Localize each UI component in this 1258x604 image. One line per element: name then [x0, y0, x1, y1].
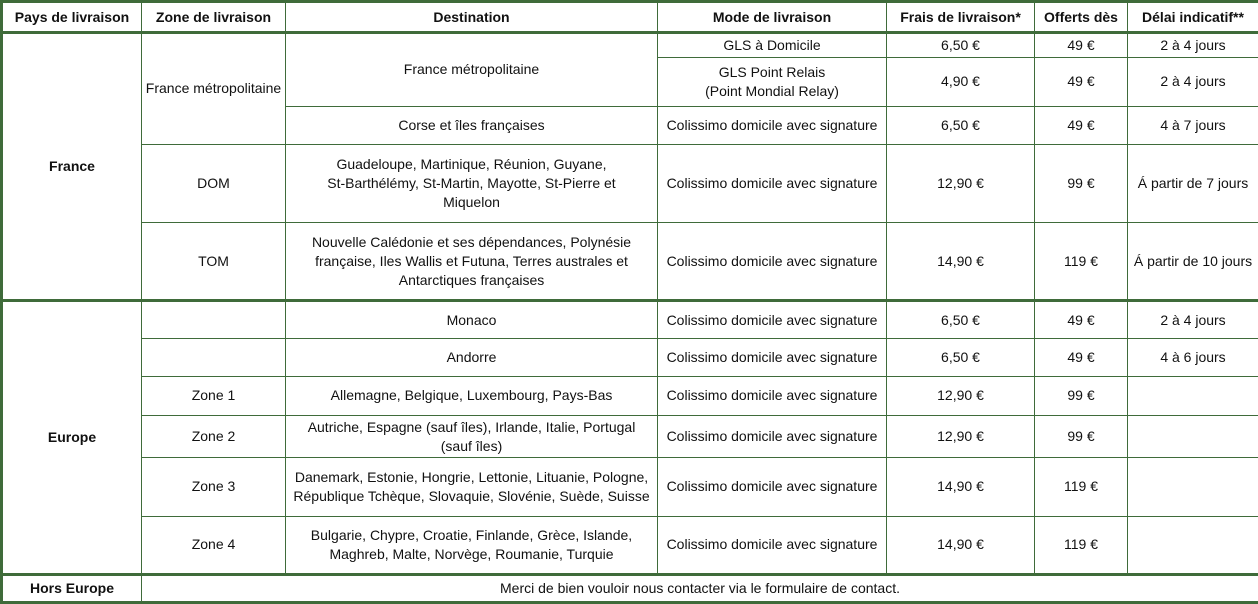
offerts-cell: 119 € [1035, 458, 1128, 516]
header-pays: Pays de livraison [2, 2, 142, 33]
destination-cell [286, 516, 658, 574]
mode-cell [658, 58, 887, 106]
destination-cell [286, 144, 658, 222]
destination-line: St-Barthélémy, St-Martin, Mayotte, St-Pierre et [327, 174, 616, 191]
table-row [2, 33, 1258, 58]
mode-cell: Colissimo domicile avec signature [658, 376, 887, 415]
mode-cell: Colissimo domicile avec signature [658, 458, 887, 516]
header-mode: Mode de livraison [658, 2, 887, 33]
frais-cell: 12,90 € [887, 144, 1035, 222]
table-row [2, 338, 1258, 376]
country-europe: Europe [2, 301, 142, 574]
zone-cell: Zone 2 [142, 416, 286, 458]
header-row [2, 2, 1258, 33]
zone-cell: Zone 4 [142, 516, 286, 574]
frais-cell: 6,50 € [887, 338, 1035, 376]
mode-cell: Colissimo domicile avec signature [658, 106, 887, 144]
mode-line: (Point Mondial Relay) [705, 82, 839, 99]
header-zone: Zone de livraison [142, 2, 286, 33]
destination-line: Antarctiques françaises [398, 271, 545, 288]
header-frais: Frais de livraison* [887, 2, 1035, 33]
table-row [2, 223, 1258, 301]
destination-line: Autriche, Espagne (sauf îles), Irlande, Italie, Portugal [307, 418, 636, 435]
zone-cell: DOM [142, 144, 286, 222]
mode-cell: Colissimo domicile avec signature [658, 516, 887, 574]
table-row [2, 301, 1258, 338]
offerts-cell: 99 € [1035, 416, 1128, 458]
mode-line: GLS Point Relais [718, 63, 826, 80]
mode-cell: Colissimo domicile avec signature [658, 223, 887, 301]
frais-cell: 14,90 € [887, 223, 1035, 301]
delai-cell [1128, 458, 1258, 516]
destination-line: Miquelon [443, 193, 500, 210]
offerts-cell: 119 € [1035, 516, 1128, 574]
zone-france-metropolitaine [142, 33, 286, 145]
destination-cell: Allemagne, Belgique, Luxembourg, Pays-Bas [286, 376, 658, 415]
mode-cell: GLS à Domicile [658, 33, 887, 58]
delai-cell: 4 à 6 jours [1128, 338, 1258, 376]
zone-cell: Zone 1 [142, 376, 286, 415]
header-delai: Délai indicatif** [1128, 2, 1258, 33]
destination-cell [286, 416, 658, 458]
delai-cell: Á partir de 10 jours [1128, 223, 1258, 301]
delai-cell: 2 à 4 jours [1128, 301, 1258, 338]
frais-cell: 12,90 € [887, 416, 1035, 458]
frais-cell: 12,90 € [887, 376, 1035, 415]
table-row [2, 144, 1258, 222]
destination-line: française, Iles Wallis et Futuna, Terres australes et [315, 252, 628, 269]
mode-cell: Colissimo domicile avec signature [658, 301, 887, 338]
header-offerts: Offerts dès [1035, 2, 1128, 33]
zone-cell [142, 301, 286, 338]
zone-cell [142, 338, 286, 376]
destination-line: Maghreb, Malte, Norvège, Roumanie, Turquie [329, 545, 614, 562]
destination-france-metropolitaine: France métropolitaine [286, 33, 658, 106]
delai-cell: Á partir de 7 jours [1128, 144, 1258, 222]
destination-line: République Tchèque, Slovaquie, Slovénie, Suède, Suisse [293, 487, 650, 504]
destination-line: Bulgarie, Chypre, Croatie, Finlande, Grèce, Islande, [310, 526, 633, 543]
delai-cell: 2 à 4 jours [1128, 33, 1258, 58]
table-row [2, 574, 1258, 602]
offerts-cell: 49 € [1035, 58, 1128, 106]
frais-cell: 6,50 € [887, 33, 1035, 58]
frais-cell: 6,50 € [887, 301, 1035, 338]
frais-cell: 6,50 € [887, 106, 1035, 144]
zone-cell: TOM [142, 223, 286, 301]
destination-cell [286, 223, 658, 301]
destination-cell: Corse et îles françaises [286, 106, 658, 144]
frais-cell: 14,90 € [887, 458, 1035, 516]
offerts-cell: 49 € [1035, 33, 1128, 58]
table-row [2, 416, 1258, 458]
destination-cell [286, 458, 658, 516]
offerts-cell: 99 € [1035, 144, 1128, 222]
table-row [2, 458, 1258, 516]
frais-cell: 14,90 € [887, 516, 1035, 574]
country-france: France [2, 33, 142, 301]
delai-cell [1128, 516, 1258, 574]
destination-line: (sauf îles) [440, 437, 503, 454]
offerts-cell: 119 € [1035, 223, 1128, 301]
delai-cell: 4 à 7 jours [1128, 106, 1258, 144]
delai-cell [1128, 376, 1258, 415]
hors-europe-message: Merci de bien vouloir nous contacter via le formulaire de contact. [142, 574, 1258, 602]
destination-line: Guadeloupe, Martinique, Réunion, Guyane, [336, 155, 607, 172]
offerts-cell: 49 € [1035, 338, 1128, 376]
country-hors-europe: Hors Europe [2, 574, 142, 602]
delai-cell [1128, 416, 1258, 458]
mode-cell: Colissimo domicile avec signature [658, 416, 887, 458]
offerts-cell: 99 € [1035, 376, 1128, 415]
frais-cell: 4,90 € [887, 58, 1035, 106]
zone-cell: Zone 3 [142, 458, 286, 516]
mode-cell: Colissimo domicile avec signature [658, 144, 887, 222]
destination-cell: Andorre [286, 338, 658, 376]
destination-line: Nouvelle Calédonie et ses dépendances, Polynésie [311, 233, 632, 250]
zone-label: France métropolitaine [145, 80, 282, 97]
delai-cell: 2 à 4 jours [1128, 58, 1258, 106]
table-row [2, 516, 1258, 574]
destination-cell: Monaco [286, 301, 658, 338]
offerts-cell: 49 € [1035, 106, 1128, 144]
header-destination: Destination [286, 2, 658, 33]
mode-cell: Colissimo domicile avec signature [658, 338, 887, 376]
table-row [2, 376, 1258, 415]
offerts-cell: 49 € [1035, 301, 1128, 338]
destination-line: Danemark, Estonie, Hongrie, Lettonie, Lituanie, Pologne, [294, 468, 649, 485]
